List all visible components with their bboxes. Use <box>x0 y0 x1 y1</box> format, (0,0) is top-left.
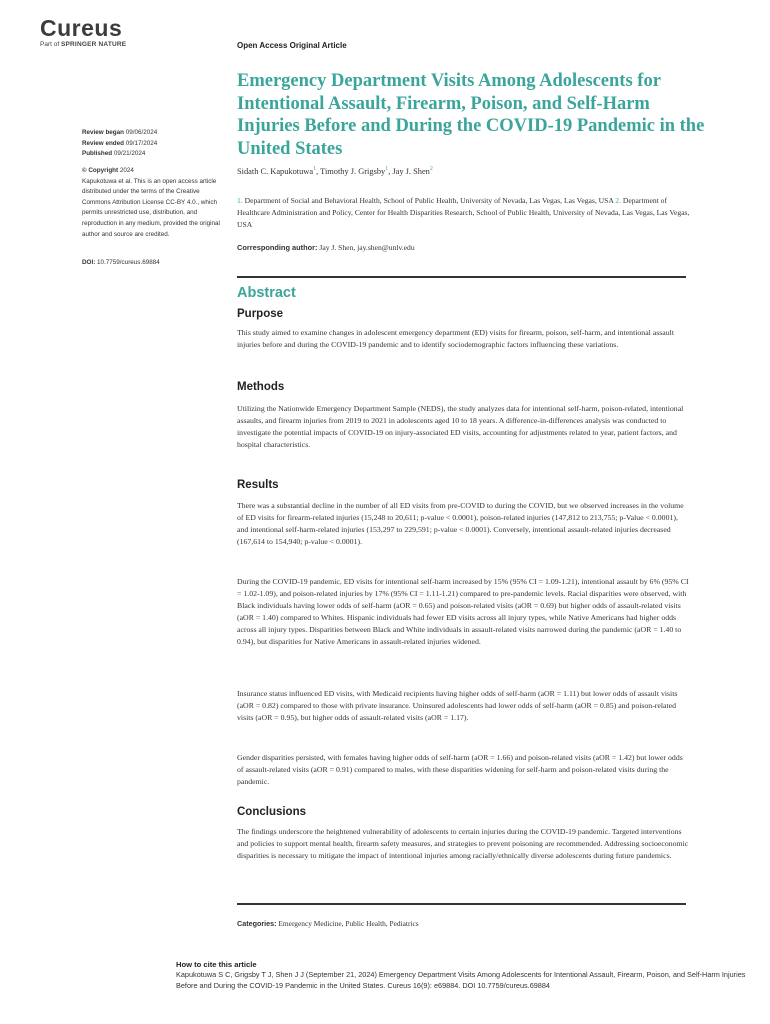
conclusions-text: The findings underscore the heightened vulnerability of adolescents to certain injuries during the COVID-19 pandemic. Targeted interventions and policies to support mental health, firearm safety measures, and strategies to prevent poisoning are recommended. Addressing socioeconomic disparities is necessary to mitigate the impact of intentional injuries among racially/ethnically diverse adolescents during future pandemics. <box>237 827 689 861</box>
review-ended-date: 09/17/2024 <box>125 139 158 147</box>
citation-heading: How to cite this article <box>176 960 257 969</box>
results-paragraph: Gender disparities persisted, with females having higher odds of self-harm (aOR = 1.66) and poison-related visits (aOR = 1.42) but lower odds of assault-related visits (aOR = 0.91) compared to males, with these disparities widening for self-harm and poison-related visits during the pandemic. <box>237 753 683 787</box>
methods-text: Utilizing the Nationwide Emergency Department Sample (NEDS), the study analyzes data for intentional self-harm, poison-related, intentional assaults, and firearm injuries from 2019 to 2021 in adolescents aged 10 to 18 years. A difference-in-differences analysis was conducted to investigate the potential impacts of COVID-19 on injury-associated ED visits, accounting for adjustments related to year, patient factors, and hospital characteristics. <box>237 404 684 450</box>
logo-subtitle: Part of SPRINGER NATURE <box>40 41 127 48</box>
author-name[interactable]: Sidath C. Kapukotuwa <box>237 166 314 176</box>
results-paragraph: There was a substantial decline in the number of all ED visits from pre-COVID to during the COVID, but we observed increases in the volume of ED visits for firearm-related injuries (15,248 to 20,611; p-value < 0.0001), poison-related injuries (147,812 to 213,755; p-Value < 0.0001), and intentional self-harm-related injuries (153,297 to 229,591; p-value < 0.0001). Conversely, intentional assault-related injuries decreased (167,614 to 154,940; p-value < 0.0001). <box>237 501 684 547</box>
categories-list[interactable]: Emergency Medicine, Public Health, Pediatrics <box>278 919 419 928</box>
author-name[interactable]: Timothy J. Grigsby <box>320 166 386 176</box>
divider <box>237 903 686 905</box>
logo-wordmark: Cureus <box>40 15 123 41</box>
author-name[interactable]: Jay J. Shen <box>392 166 430 176</box>
abstract-heading: Abstract <box>237 285 296 301</box>
copyright-block: © Copyright 2024 Kapukotuwa et al. This is an open access article distributed under the terms of the Creative Commons Attribution License CC-BY 4.0., which permits unrestricted use, distribution, and reproduction in any medium, provided the original author and source are credited. <box>82 166 222 240</box>
results-heading: Results <box>237 479 279 491</box>
citation-text: Kapukotuwa S C, Grigsby T J, Shen J J (September 21, 2024) Emergency Department Visits Among Adolescents for Intentional Assault, Firearm, Poison, and Self-Harm Injuries Before and During the COVID-19 Pandemic in the United States. Cureus 16(9): e69884. DOI 10.7759/cureus.69884 <box>176 970 746 990</box>
categories: Categories: Emergency Medicine, Public Health, Pediatrics <box>237 919 419 928</box>
review-dates: Review began 09/06/2024 Review ended 09/17/2024 Published 09/21/2024 <box>82 129 158 158</box>
author-list: Sidath C. Kapukotuwa$^1$, Timothy J. Grigsby$^1$, Jay J. Shen$^2$ <box>237 166 433 176</box>
results-paragraph: During the COVID-19 pandemic, ED visits for intentional self-harm increased by 15% (95% CI = 1.09-1.21), intentional assault by 6% (95% CI = 1.02-1.09), and poison-related injuries by 17% (95% CI = 1.11-1.21) compared to pre-pandemic levels. Racial disparities were observed, with Black individuals having lower odds of self-harm (aOR = 0.65) and poison-related visits (aOR = 0.69) but higher odds of assault-related visits (aOR = 1.40) compared to Whites. Hispanic individuals had fewer ED visits across all injury types, while Native Americans had higher odds across all injury types. Disparities between Black and White individuals in assault-related visits narrowed during the pandemic (aOR = 1.40 to 0.94), but disparities for Native Americans in assault-related injuries widened. <box>237 577 689 647</box>
journal-logo <box>40 16 126 48</box>
corresponding-author: Corresponding author: Jay J. Shen, jay.shen@unlv.edu <box>237 243 415 252</box>
results-paragraph: Insurance status influenced ED visits, with Medicaid recipients having higher odds of self-harm (aOR = 1.11) but lower odds of assault visits (aOR = 0.82) compared to those with private insurance. Uninsured adolescents had lower odds of self-harm (aOR = 0.85) and poison-related visits (aOR = 0.95), but higher odds of assault-related visits (aOR = 1.17). <box>237 689 678 723</box>
corresponding-email[interactable]: Jay J. Shen, jay.shen@unlv.edu <box>319 243 415 252</box>
article-type: Open Access Original Article <box>237 41 347 50</box>
published-date: 09/21/2024 <box>113 150 146 158</box>
divider <box>237 276 686 278</box>
affiliations: 1. Department of Social and Behavioral Health, School of Public Health, University of Nevada, Las Vegas, Las Vegas, USA 2. Department of Healthcare Administration and Policy, Center for Health Disparities Research, School of Public Health, University of Nevada, Las Vegas, Las Vegas, USA <box>237 196 690 230</box>
conclusions-heading: Conclusions <box>237 806 307 818</box>
license-text: Kapukotuwa et al. This is an open access article distributed under the terms of the Creative Commons Attribution License CC-BY 4.0., which permits unrestricted use, distribution, and reproduction in any medium, provided the original author and source are credited. <box>82 177 220 238</box>
article-title: Emergency Department Visits Among Adolescents for Intentional Assault, Firearm, Poison, and Self-Harm Injuries Before and During the COVID-19 Pandemic in the United States <box>237 71 705 159</box>
purpose-heading: Purpose <box>237 308 284 320</box>
doi[interactable]: DOI: 10.7759/cureus.69884 <box>82 259 160 266</box>
review-began-date: 09/06/2024 <box>125 129 158 136</box>
purpose-text: This study aimed to examine changes in adolescent emergency department (ED) visits for firearm, poison, self-harm, and intentional assault injuries before and during the COVID-19 pandemic and to identify sociodemographic factors influencing these variations. <box>237 328 675 350</box>
methods-heading: Methods <box>237 381 285 393</box>
